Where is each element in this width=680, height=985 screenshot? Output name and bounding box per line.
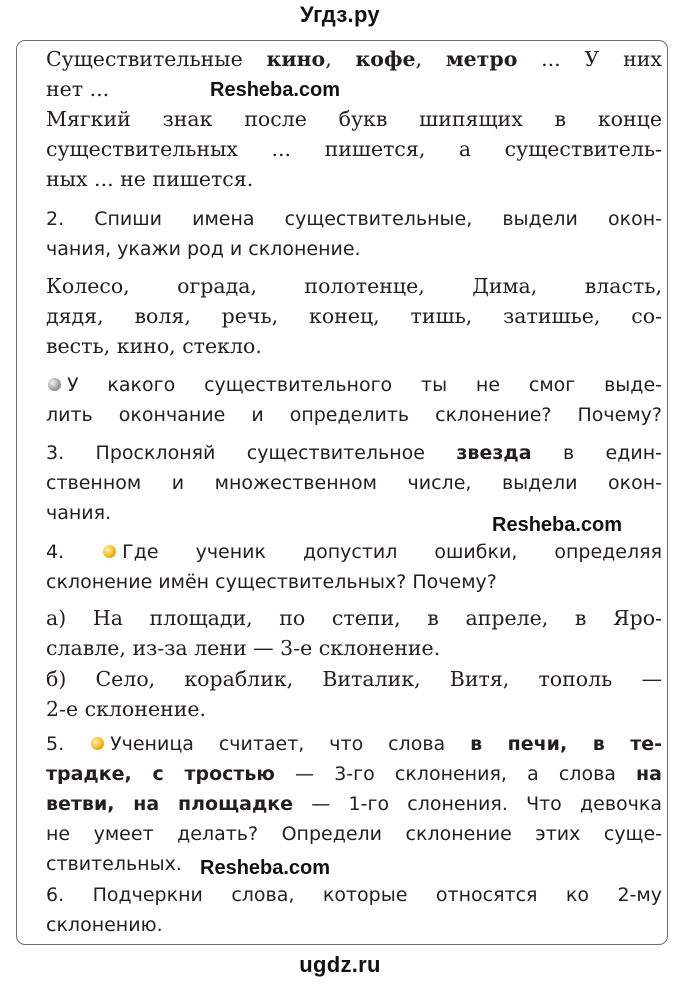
exercise-2-words (46, 271, 662, 361)
exercise-2-words-2: дядя, воля, речь, конец, тишь, затишье, со- (46, 304, 662, 328)
exercise-4-task (46, 537, 662, 597)
bullet-gold-icon (103, 545, 116, 558)
rule-word-kofe: кофе (355, 47, 416, 71)
exercise-6-line-1: 6. Подчеркни слова, которые относятся ко 2-му (46, 884, 662, 906)
exercise-3-word: звезда (456, 442, 532, 464)
exercise-2-words-3: весть, кино, стекло. (46, 334, 262, 358)
exercise-3-line-1: 3. Просклоняй существительное звезда в един- (46, 442, 663, 464)
site-title-top: Угдз.ру (300, 2, 380, 27)
exercise-3-line-3: чания. (46, 502, 112, 524)
watermark-1: Resheba.com (210, 79, 341, 101)
question-block (46, 370, 662, 430)
exercise-5-line-2: традке, с тростью — 3-го склонения, а слова на (46, 763, 662, 785)
exercise-4-b-1: б) Село, кораблик, Виталик, Витя, тополь — (46, 667, 662, 691)
exercise-3-line-2: ственном и множественном числе, выдели окон- (46, 472, 662, 494)
exercise-5-line-4: не умеет делать? Определи склонение этих суще- (46, 823, 662, 845)
rule-block (46, 44, 662, 194)
exercise-4-items-b (46, 664, 662, 724)
exercise-5-line-1: 5. Ученица считает, что слова в печи, в те- (46, 733, 662, 755)
rule-line-1: Существительные кино, кофе, метро ... У них (46, 47, 662, 71)
exercise-2-words-1: Колесо, ограда, полотенце, Дима, власть, (46, 274, 662, 298)
exercise-2-line-1: 2. Спиши имена существительные, выдели окон- (46, 208, 662, 230)
exercise-5-line-5: ствительных. (46, 853, 182, 875)
exercise-2-line-2: чания, укажи род и склонение. (46, 238, 361, 260)
rule-word-metro: метро (445, 47, 518, 71)
rule-line-3: Мягкий знак после букв шипящих в конце (46, 107, 662, 131)
exercise-5-line-3: ветви, на площадке — 1-го слонения. Что девочка (46, 793, 663, 815)
watermark-2: Resheba.com (492, 514, 623, 536)
exercise-4-line-1: 4. Где ученик допустил ошибки, определяя (46, 541, 662, 563)
rule-line-5: ных ... не пишется. (46, 167, 254, 191)
rule-line-2: нет ... (46, 77, 110, 101)
rule-line-4: существительных ... пишется, а существитель- (46, 137, 662, 161)
exercise-2-task (46, 204, 662, 264)
rule-word-kino: кино (266, 47, 326, 71)
exercise-4-a-1: а) На площади, по степи, в апреле, в Яро- (46, 606, 662, 630)
bullet-gray-icon (48, 378, 61, 391)
exercise-4-line-2: склонение имён существительных? Почему? (46, 571, 497, 593)
exercise-5 (46, 729, 662, 879)
exercise-6-line-2: склонению. (46, 914, 163, 936)
site-title-bottom: ugdz.ru (299, 952, 381, 977)
question-line-1: У какого существительного ты не смог выде- (46, 370, 662, 400)
bullet-gold-icon (91, 737, 104, 750)
exercise-4-a-2: славле, из-за лени — 3-е склонение. (46, 636, 441, 660)
exercise-4-b-2: 2-е склонение. (46, 697, 207, 721)
exercise-4-items (46, 603, 662, 663)
exercise-6 (46, 880, 662, 940)
question-line-2: лить окончание и определить склонение? Почему? (46, 404, 662, 426)
watermark-3: Resheba.com (200, 857, 331, 879)
